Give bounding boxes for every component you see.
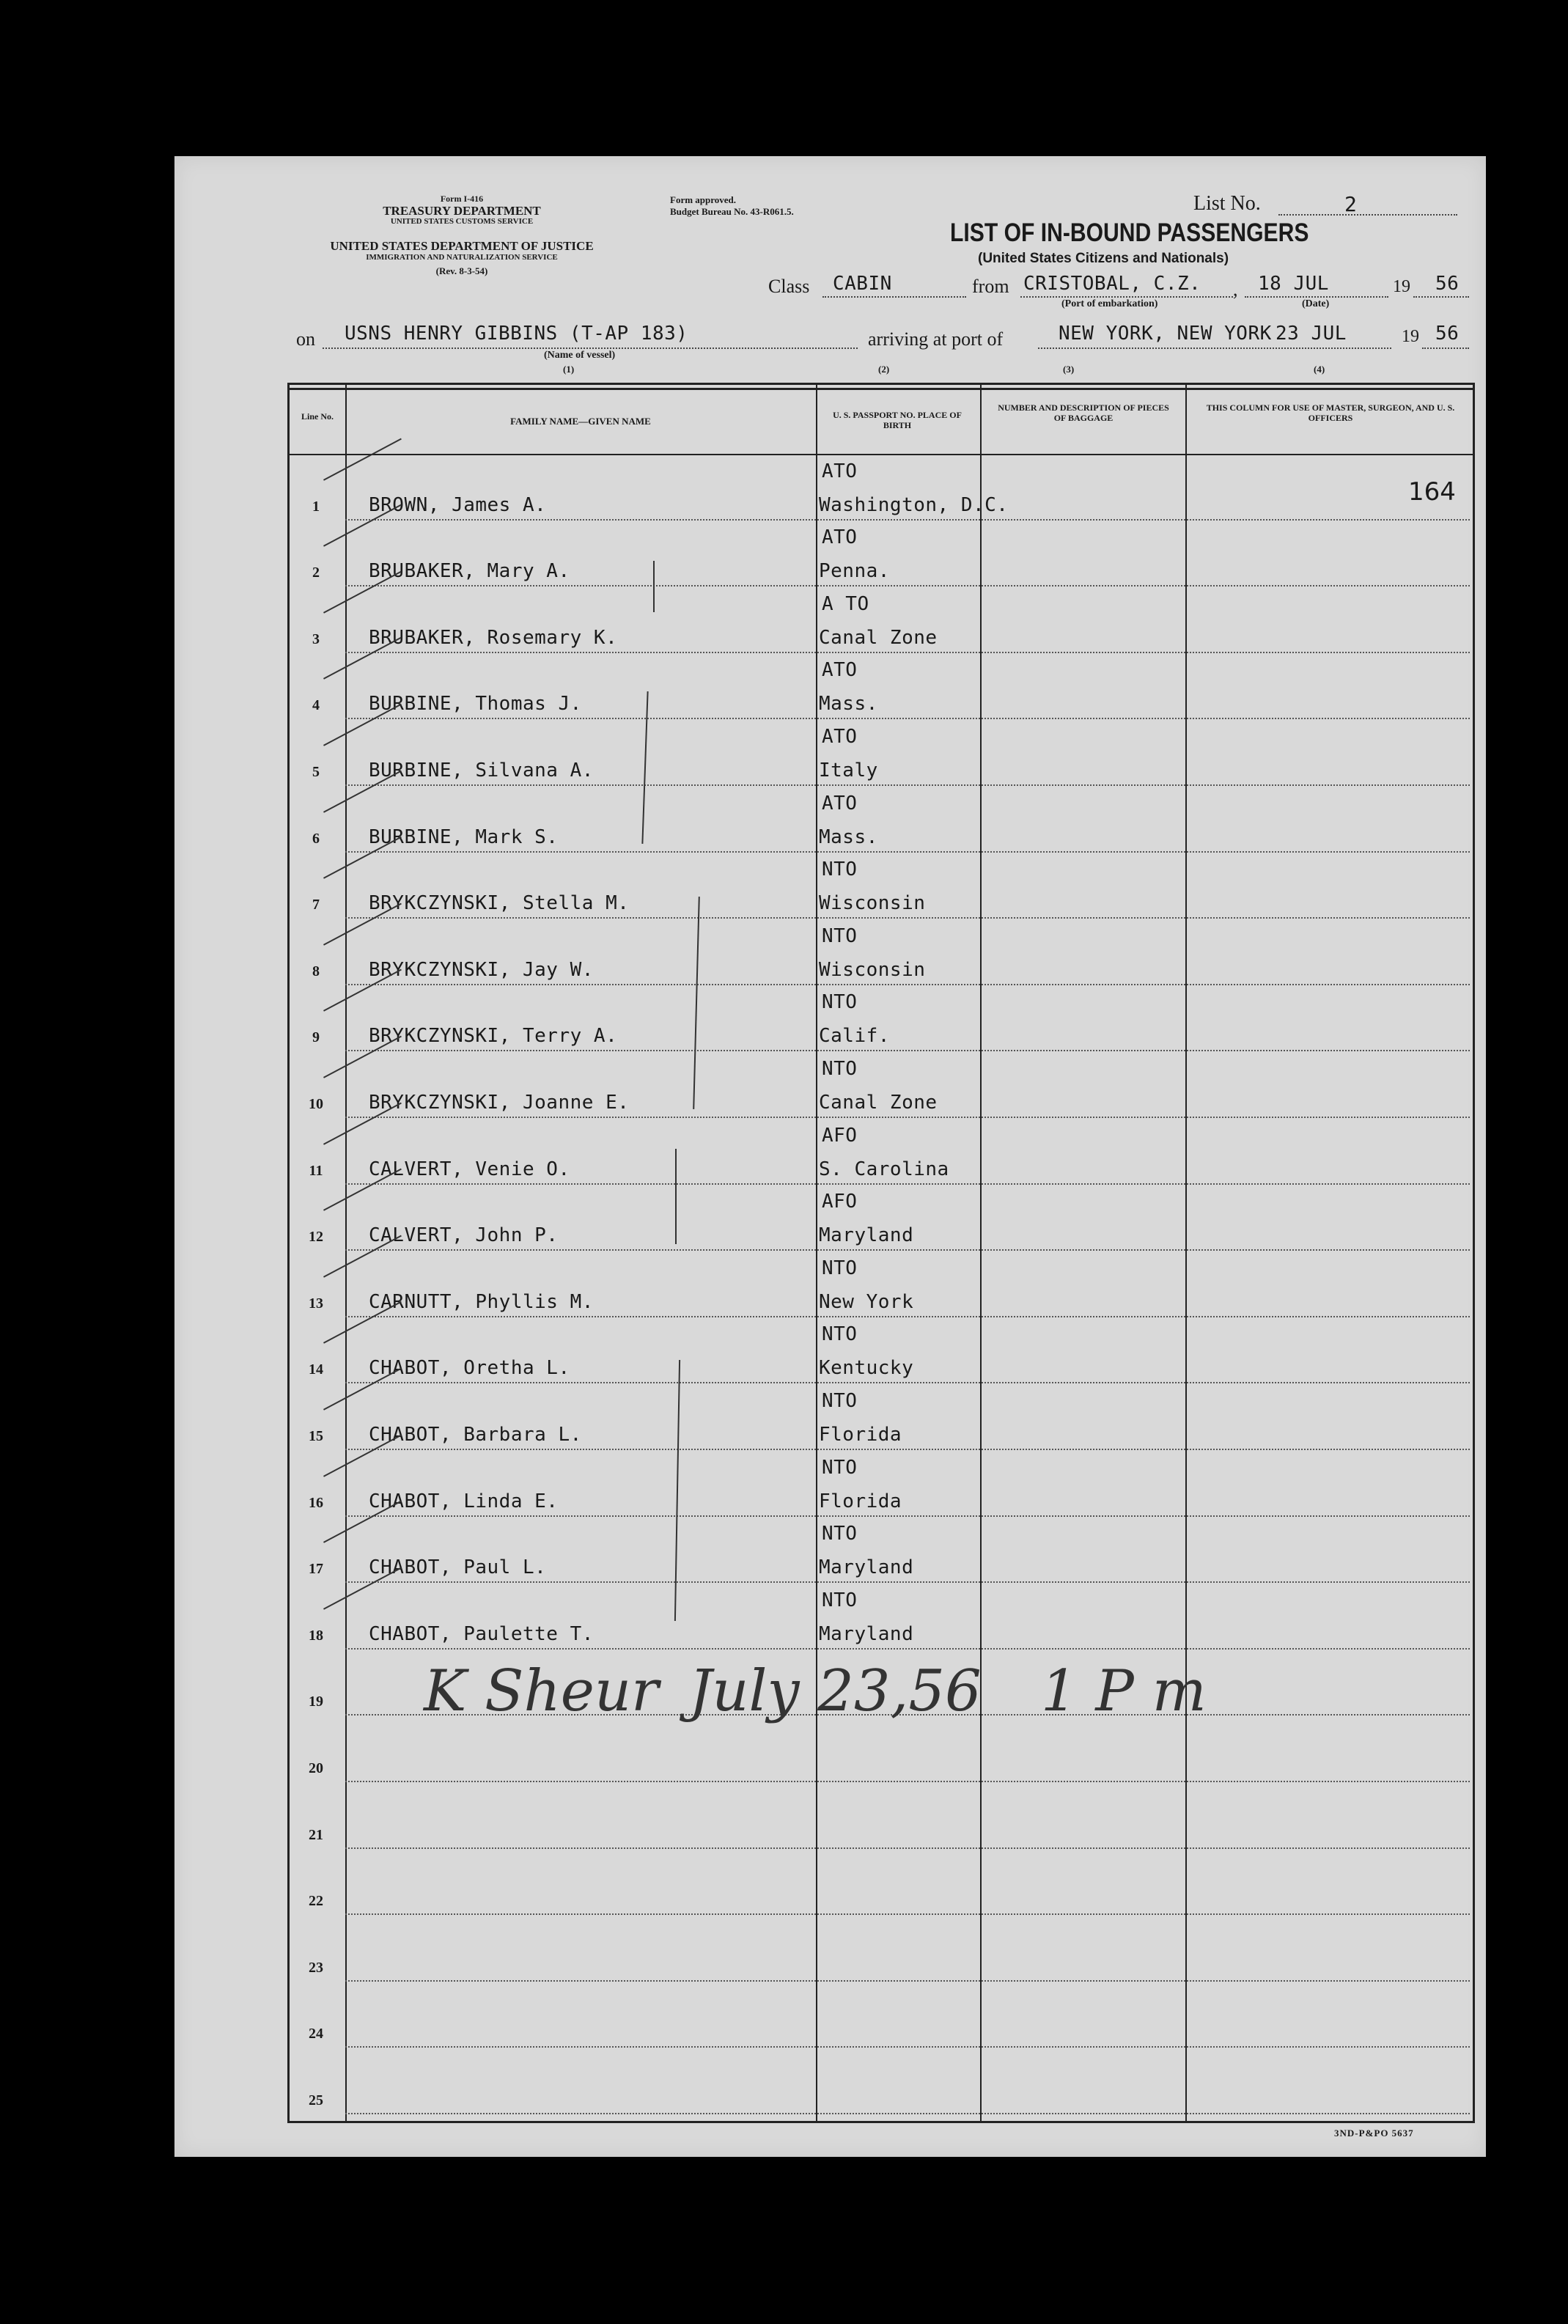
year-line bbox=[1413, 296, 1469, 298]
row-rule bbox=[345, 2046, 1470, 2048]
row-rule bbox=[345, 1050, 1470, 1051]
line-number: 1 bbox=[312, 498, 320, 515]
handwritten-signature: K Sheur bbox=[424, 1658, 659, 1724]
form-number: Form I-416 bbox=[440, 194, 484, 204]
row-rule bbox=[345, 585, 1470, 586]
passport-code: ATO bbox=[822, 792, 858, 814]
column-number-1: (1) bbox=[563, 364, 575, 375]
check-mark bbox=[323, 1434, 402, 1477]
vessel-line bbox=[323, 348, 858, 349]
passenger-name: BURBINE, Thomas J. bbox=[369, 693, 582, 716]
place-of-birth: S. Carolina bbox=[819, 1158, 949, 1180]
place-of-birth: Calif. bbox=[819, 1025, 890, 1048]
arrival-year-prefix: 19 bbox=[1402, 327, 1419, 346]
check-mark bbox=[323, 969, 402, 1012]
passenger-name: CHABOT, Barbara L. bbox=[369, 1424, 582, 1446]
vessel-name: USNS HENRY GIBBINS (T-AP 183) bbox=[345, 323, 688, 345]
family-bracket bbox=[641, 691, 648, 844]
family-bracket bbox=[693, 897, 700, 1109]
line-number: 2 bbox=[312, 565, 320, 581]
check-mark bbox=[323, 1567, 402, 1609]
passenger-name: BRYKCZYNSKI, Jay W. bbox=[369, 958, 594, 981]
on-label: on bbox=[296, 328, 315, 350]
row-rule bbox=[345, 851, 1470, 853]
row-rule bbox=[345, 1781, 1470, 1782]
passenger-name: CALVERT, John P. bbox=[369, 1224, 559, 1247]
arrival-line bbox=[1038, 348, 1391, 349]
row-rule bbox=[345, 1449, 1470, 1450]
check-mark bbox=[323, 438, 402, 480]
passport-code: ATO bbox=[822, 659, 858, 682]
year-prefix: 19 bbox=[1393, 277, 1410, 296]
place-of-birth: Mass. bbox=[819, 693, 878, 716]
passport-code: NTO bbox=[822, 1589, 858, 1611]
treasury-department: TREASURY DEPARTMENT bbox=[383, 204, 541, 218]
header-rule bbox=[290, 454, 1473, 455]
footer-code: 3ND-P&PO 5637 bbox=[1334, 2128, 1414, 2139]
page-subtitle: (United States Citizens and Nationals) bbox=[978, 251, 1229, 266]
row-rule bbox=[345, 718, 1470, 719]
family-bracket bbox=[675, 1149, 677, 1244]
line-number: 21 bbox=[309, 1826, 323, 1843]
row-rule bbox=[345, 1581, 1470, 1583]
place-of-birth: Washington, D.C. bbox=[819, 493, 1009, 516]
header-officers: THIS COLUMN FOR USE OF MASTER, SURGEON, AND U. S. OFFICERS bbox=[1206, 402, 1455, 423]
table-top-rule bbox=[290, 388, 1473, 390]
passport-code: NTO bbox=[822, 991, 858, 1014]
passenger-name: CHABOT, Paul L. bbox=[369, 1556, 547, 1579]
passenger-name: CALVERT, Venie O. bbox=[369, 1158, 570, 1180]
passenger-name: CHABOT, Paulette T. bbox=[369, 1622, 594, 1645]
passenger-name: CARNUTT, Phyllis M. bbox=[369, 1290, 594, 1313]
line-number: 13 bbox=[309, 1295, 323, 1312]
column-divider bbox=[980, 385, 982, 2121]
place-of-birth: Maryland bbox=[819, 1556, 914, 1579]
place-of-birth: Canal Zone bbox=[819, 626, 938, 649]
check-mark bbox=[323, 704, 402, 746]
line-number: 4 bbox=[312, 697, 320, 714]
check-mark bbox=[323, 1036, 402, 1078]
place-of-birth: Canal Zone bbox=[819, 1092, 938, 1114]
check-mark bbox=[323, 1235, 402, 1277]
passport-code: NTO bbox=[822, 1456, 858, 1479]
column-number-4: (4) bbox=[1314, 364, 1325, 375]
passenger-name: CHABOT, Oretha L. bbox=[369, 1357, 570, 1380]
form-approved: Form approved. bbox=[670, 194, 737, 205]
comma: , bbox=[1233, 279, 1238, 300]
place-of-birth: Wisconsin bbox=[819, 958, 926, 981]
check-mark bbox=[323, 570, 402, 613]
row-rule bbox=[345, 1382, 1470, 1383]
row-rule bbox=[345, 1183, 1470, 1185]
line-number: 24 bbox=[309, 2026, 323, 2042]
line-number: 10 bbox=[309, 1096, 323, 1112]
place-of-birth: Italy bbox=[819, 760, 878, 782]
passport-code: ATO bbox=[822, 526, 858, 549]
handwritten-date: July 23,56 bbox=[689, 1658, 982, 1724]
passenger-name: BURBINE, Mark S. bbox=[369, 825, 559, 848]
column-number-3: (3) bbox=[1063, 364, 1075, 375]
row-rule bbox=[345, 1980, 1470, 1982]
embarkation-date: 18 JUL bbox=[1258, 273, 1329, 295]
place-of-birth: Florida bbox=[819, 1424, 902, 1446]
department-of-justice: UNITED STATES DEPARTMENT OF JUSTICE bbox=[330, 239, 594, 253]
date-caption: (Date) bbox=[1302, 298, 1330, 309]
column-number-2: (2) bbox=[878, 364, 890, 375]
passport-code: NTO bbox=[822, 1058, 858, 1080]
line-number: 19 bbox=[309, 1694, 323, 1710]
passport-code: ATO bbox=[822, 726, 858, 748]
handwritten-time: 1 P m bbox=[1041, 1658, 1207, 1724]
budget-bureau: Budget Bureau No. 43-R061.5. bbox=[670, 206, 794, 217]
from-label: from bbox=[972, 276, 1009, 297]
line-number: 3 bbox=[312, 630, 320, 647]
row-rule bbox=[345, 2113, 1470, 2114]
class-label: Class bbox=[768, 276, 810, 297]
passport-code: NTO bbox=[822, 1523, 858, 1545]
arrival-port: NEW YORK, NEW YORK bbox=[1059, 323, 1272, 345]
passenger-name: BURBINE, Silvana A. bbox=[369, 760, 594, 782]
line-number: 16 bbox=[309, 1494, 323, 1511]
place-of-birth: Kentucky bbox=[819, 1357, 914, 1380]
row-rule bbox=[345, 519, 1470, 521]
line-number: 23 bbox=[309, 1959, 323, 1976]
row-rule bbox=[345, 1913, 1470, 1915]
place-of-birth: New York bbox=[819, 1290, 914, 1313]
check-mark bbox=[323, 1102, 402, 1144]
from-line bbox=[1020, 296, 1233, 298]
check-mark bbox=[323, 1301, 402, 1344]
passport-code: NTO bbox=[822, 1390, 858, 1412]
line-number: 18 bbox=[309, 1627, 323, 1644]
arrival-date: 23 JUL bbox=[1276, 323, 1347, 345]
check-mark bbox=[323, 637, 402, 680]
header-baggage: NUMBER AND DESCRIPTION OF PIECES OF BAGGAGE bbox=[998, 402, 1169, 423]
line-number: 9 bbox=[312, 1029, 320, 1046]
row-rule bbox=[345, 984, 1470, 985]
row-rule bbox=[345, 1249, 1470, 1251]
line-number: 11 bbox=[309, 1162, 323, 1179]
passport-code: NTO bbox=[822, 1257, 858, 1279]
place-of-birth: Penna. bbox=[819, 560, 890, 583]
date-line bbox=[1245, 296, 1388, 298]
column-divider bbox=[816, 385, 817, 2121]
passenger-name: BRYKCZYNSKI, Joanne E. bbox=[369, 1092, 630, 1114]
embarkation-year: 56 bbox=[1435, 273, 1460, 295]
passport-code: NTO bbox=[822, 924, 858, 947]
column-divider bbox=[1185, 385, 1187, 2121]
check-mark bbox=[323, 1368, 402, 1411]
passport-code: NTO bbox=[822, 858, 858, 881]
line-number: 6 bbox=[312, 830, 320, 847]
passenger-name: BRYKCZYNSKI, Stella M. bbox=[369, 892, 630, 915]
line-number: 8 bbox=[312, 963, 320, 979]
passport-code: ATO bbox=[822, 460, 858, 482]
passenger-name: BRYKCZYNSKI, Terry A. bbox=[369, 1025, 618, 1048]
header-passport: U. S. PASSPORT NO. PLACE OF BIRTH bbox=[833, 410, 962, 430]
passenger-name: CHABOT, Linda E. bbox=[369, 1490, 559, 1512]
line-number: 7 bbox=[312, 897, 320, 913]
line-number: 20 bbox=[309, 1760, 323, 1776]
check-mark bbox=[323, 1169, 402, 1211]
line-number: 5 bbox=[312, 764, 320, 780]
row-rule bbox=[345, 1316, 1470, 1317]
form-revision: (Rev. 8-3-54) bbox=[435, 265, 488, 276]
arrival-year-line bbox=[1422, 348, 1469, 349]
page-title: LIST OF IN-BOUND PASSENGERS bbox=[950, 218, 1309, 247]
list-no-value: 2 bbox=[1344, 192, 1357, 216]
arrival-year: 56 bbox=[1435, 323, 1460, 345]
line-number: 12 bbox=[309, 1229, 323, 1246]
place-of-birth: Maryland bbox=[819, 1224, 914, 1247]
customs-service: UNITED STATES CUSTOMS SERVICE bbox=[390, 217, 534, 226]
row-rule bbox=[345, 784, 1470, 786]
passport-code: A TO bbox=[822, 592, 869, 615]
column-divider bbox=[345, 385, 347, 2121]
passport-code: NTO bbox=[822, 1323, 858, 1346]
row-rule bbox=[345, 1847, 1470, 1849]
check-mark bbox=[323, 902, 402, 945]
family-bracket bbox=[653, 561, 655, 612]
row-rule bbox=[345, 1117, 1470, 1118]
vessel-caption: (Name of vessel) bbox=[544, 350, 616, 361]
list-no-line bbox=[1278, 214, 1457, 216]
check-mark bbox=[323, 504, 402, 547]
embarkation-port: CRISTOBAL, C.Z. bbox=[1023, 273, 1201, 295]
check-mark bbox=[323, 770, 402, 812]
line-number: 15 bbox=[309, 1428, 323, 1444]
row-rule bbox=[345, 1515, 1470, 1517]
arriving-label: arriving at port of bbox=[868, 328, 1004, 350]
port-embark-caption: (Port of embarkation) bbox=[1061, 298, 1158, 309]
passenger-name: BROWN, James A. bbox=[369, 493, 547, 516]
row-rule bbox=[345, 1648, 1470, 1650]
header-name: FAMILY NAME—GIVEN NAME bbox=[510, 416, 651, 427]
passenger-name: BRUBAKER, Mary A. bbox=[369, 560, 570, 583]
line-number: 22 bbox=[309, 1893, 323, 1910]
row-rule bbox=[345, 917, 1470, 919]
line-number: 25 bbox=[309, 2092, 323, 2108]
place-of-birth: Florida bbox=[819, 1490, 902, 1512]
list-no-label: List No. bbox=[1193, 192, 1261, 215]
passport-code: AFO bbox=[822, 1124, 858, 1147]
passenger-name: BRUBAKER, Rosemary K. bbox=[369, 626, 618, 649]
passport-code: AFO bbox=[822, 1191, 858, 1213]
class-line bbox=[822, 296, 966, 298]
place-of-birth: Wisconsin bbox=[819, 892, 926, 915]
officer-note: 164 bbox=[1408, 477, 1456, 507]
line-number: 14 bbox=[309, 1361, 323, 1378]
header-line-no: Line No. bbox=[301, 411, 334, 422]
passenger-table bbox=[287, 383, 1475, 2123]
row-rule bbox=[345, 652, 1470, 653]
place-of-birth: Mass. bbox=[819, 825, 878, 848]
check-mark bbox=[323, 1501, 402, 1543]
place-of-birth: Maryland bbox=[819, 1622, 914, 1645]
check-mark bbox=[323, 836, 402, 879]
immigration-service: IMMIGRATION AND NATURALIZATION SERVICE bbox=[366, 253, 558, 262]
class-value: CABIN bbox=[833, 273, 892, 295]
line-number: 17 bbox=[309, 1561, 323, 1578]
